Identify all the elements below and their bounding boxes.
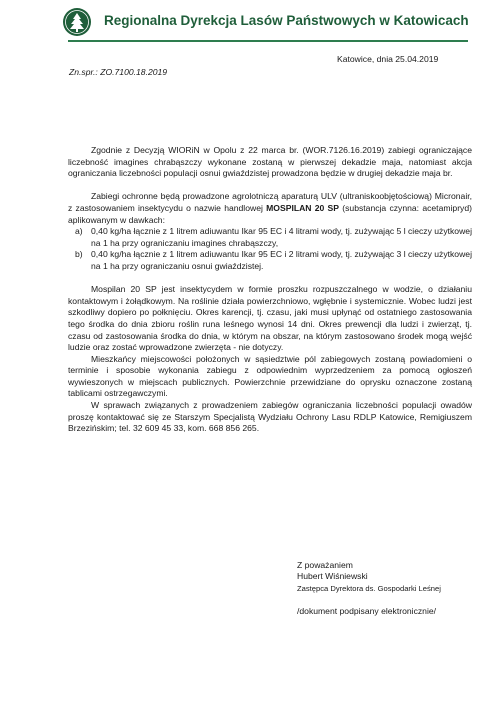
closing-phrase: Z poważaniem [297,560,353,570]
signer-role: Zastępca Dyrektora ds. Gospodarki Leśnej [297,583,441,593]
dose-text: 0,40 kg/ha łącznie z 1 litrem adiuwantu Ikar 95 EC i 2 litrami wody, tj. zużywając 3 l cieczy użytkowej na 1 ha przy ograniczaniu osnui gwiaździstej. [91,249,472,271]
paragraph-decision: Zgodnie z Decyzją WIORiN w Opolu z 22 marca br. (WOR.7126.16.2019) zabiegi ograniczające liczebność imagines chrabąszczy wykonane zostaną w pierwszej dekadzie maja, natomiast akcja ograniczania liczebności populacji osnui gwiaździstej prowadzona będzie w drugiej dekadzie maja br. [68,145,472,179]
dose-text: 0,40 kg/ha łącznie z 1 litrem adiuwantu Ikar 95 EC i 4 litrami wody, tj. zużywając 5 l cieczy użytkowej na 1 ha przy ograniczaniu imagines chrabąszczy, [91,226,472,248]
organization-name: Regionalna Dyrekcja Lasów Państwowych w Katowicach [104,13,469,28]
lasy-panstwowe-logo [62,7,92,37]
signer-name: Hubert Wiśniewski [297,571,368,582]
dose-item [68,226,472,249]
dose-item [68,249,472,272]
paragraph-equipment [68,191,472,226]
dose-list [68,226,472,272]
dose-marker: b) [75,249,83,260]
letter-date: Katowice, dnia 25.04.2019 [337,54,439,64]
dose-marker: a) [75,226,83,237]
paragraph-gap [68,180,472,192]
equipment-text-tail: (substancja czynna: acetamipryd) aplikowanym w dawkach: [68,202,472,225]
e-signature-note: /dokument podpisany elektronicznie/ [297,606,437,617]
paragraph-contact: W sprawach związanych z prowadzeniem zabiegów ograniczania liczebności populacji owadów proszę kontaktować się ze Starszym Specjalistą Wydziału Ochrony Lasu RDLP Katowice, Remigiuszem Brzezińskim; tel. 32 609 45 33, kom. 668 856 265. [68,400,472,434]
product-name: MOSPILAN 20 SP [266,202,340,213]
reference-number: Zn.spr.: ZO.7100.18.2019 [69,67,168,77]
signature-block [297,560,441,618]
paragraph-gap [68,273,472,285]
paragraph-residents: Mieszkańcy miejscowości położonych w sąsiedztwie pól zabiegowych zostaną powiadomieni o terminie i sposobie wykonania zabiegu z odpowiednim wyprzedzeniem za pomocą ogłoszeń wywieszonych w miejscach publicznych. Powierzchnie przewidziane do oprysku oznaczone zostaną tablicami ostrzegawczymi. [68,353,472,399]
equipment-text: Zabiegi ochronne będą prowadzone agrolotniczą aparaturą ULV (ultraniskoobjętościową) Micronair, z zastosowaniem insektycydu o nazwie handlowej [68,191,472,213]
letter-body [68,145,472,435]
paragraph-product-info: Mospilan 20 SP jest insektycydem w formie proszku rozpuszczalnego w wodzie, o działaniu kontaktowym i żołądkowym. Na roślinie działa powierzchniowo, wgłębnie i systemicznie. Wobec ludzi jest szkodliwy dopiero po połknięciu. Okres karencji, tj. czasu, jaki musi upłynąć od ostatniego zastosowania tego środka do dnia zbioru roślin runa leśnego wynosi 14 dni. Okres prewencji dla ludzi i zwierząt, tj. czasu od zastosowania środka do dnia, w którym na obszar, na którym zastosowano środek mogą wejść ludzie oraz zostać wprowadzone zwierzęta - nie dotyczy. [68,284,472,353]
header-divider [68,40,468,42]
